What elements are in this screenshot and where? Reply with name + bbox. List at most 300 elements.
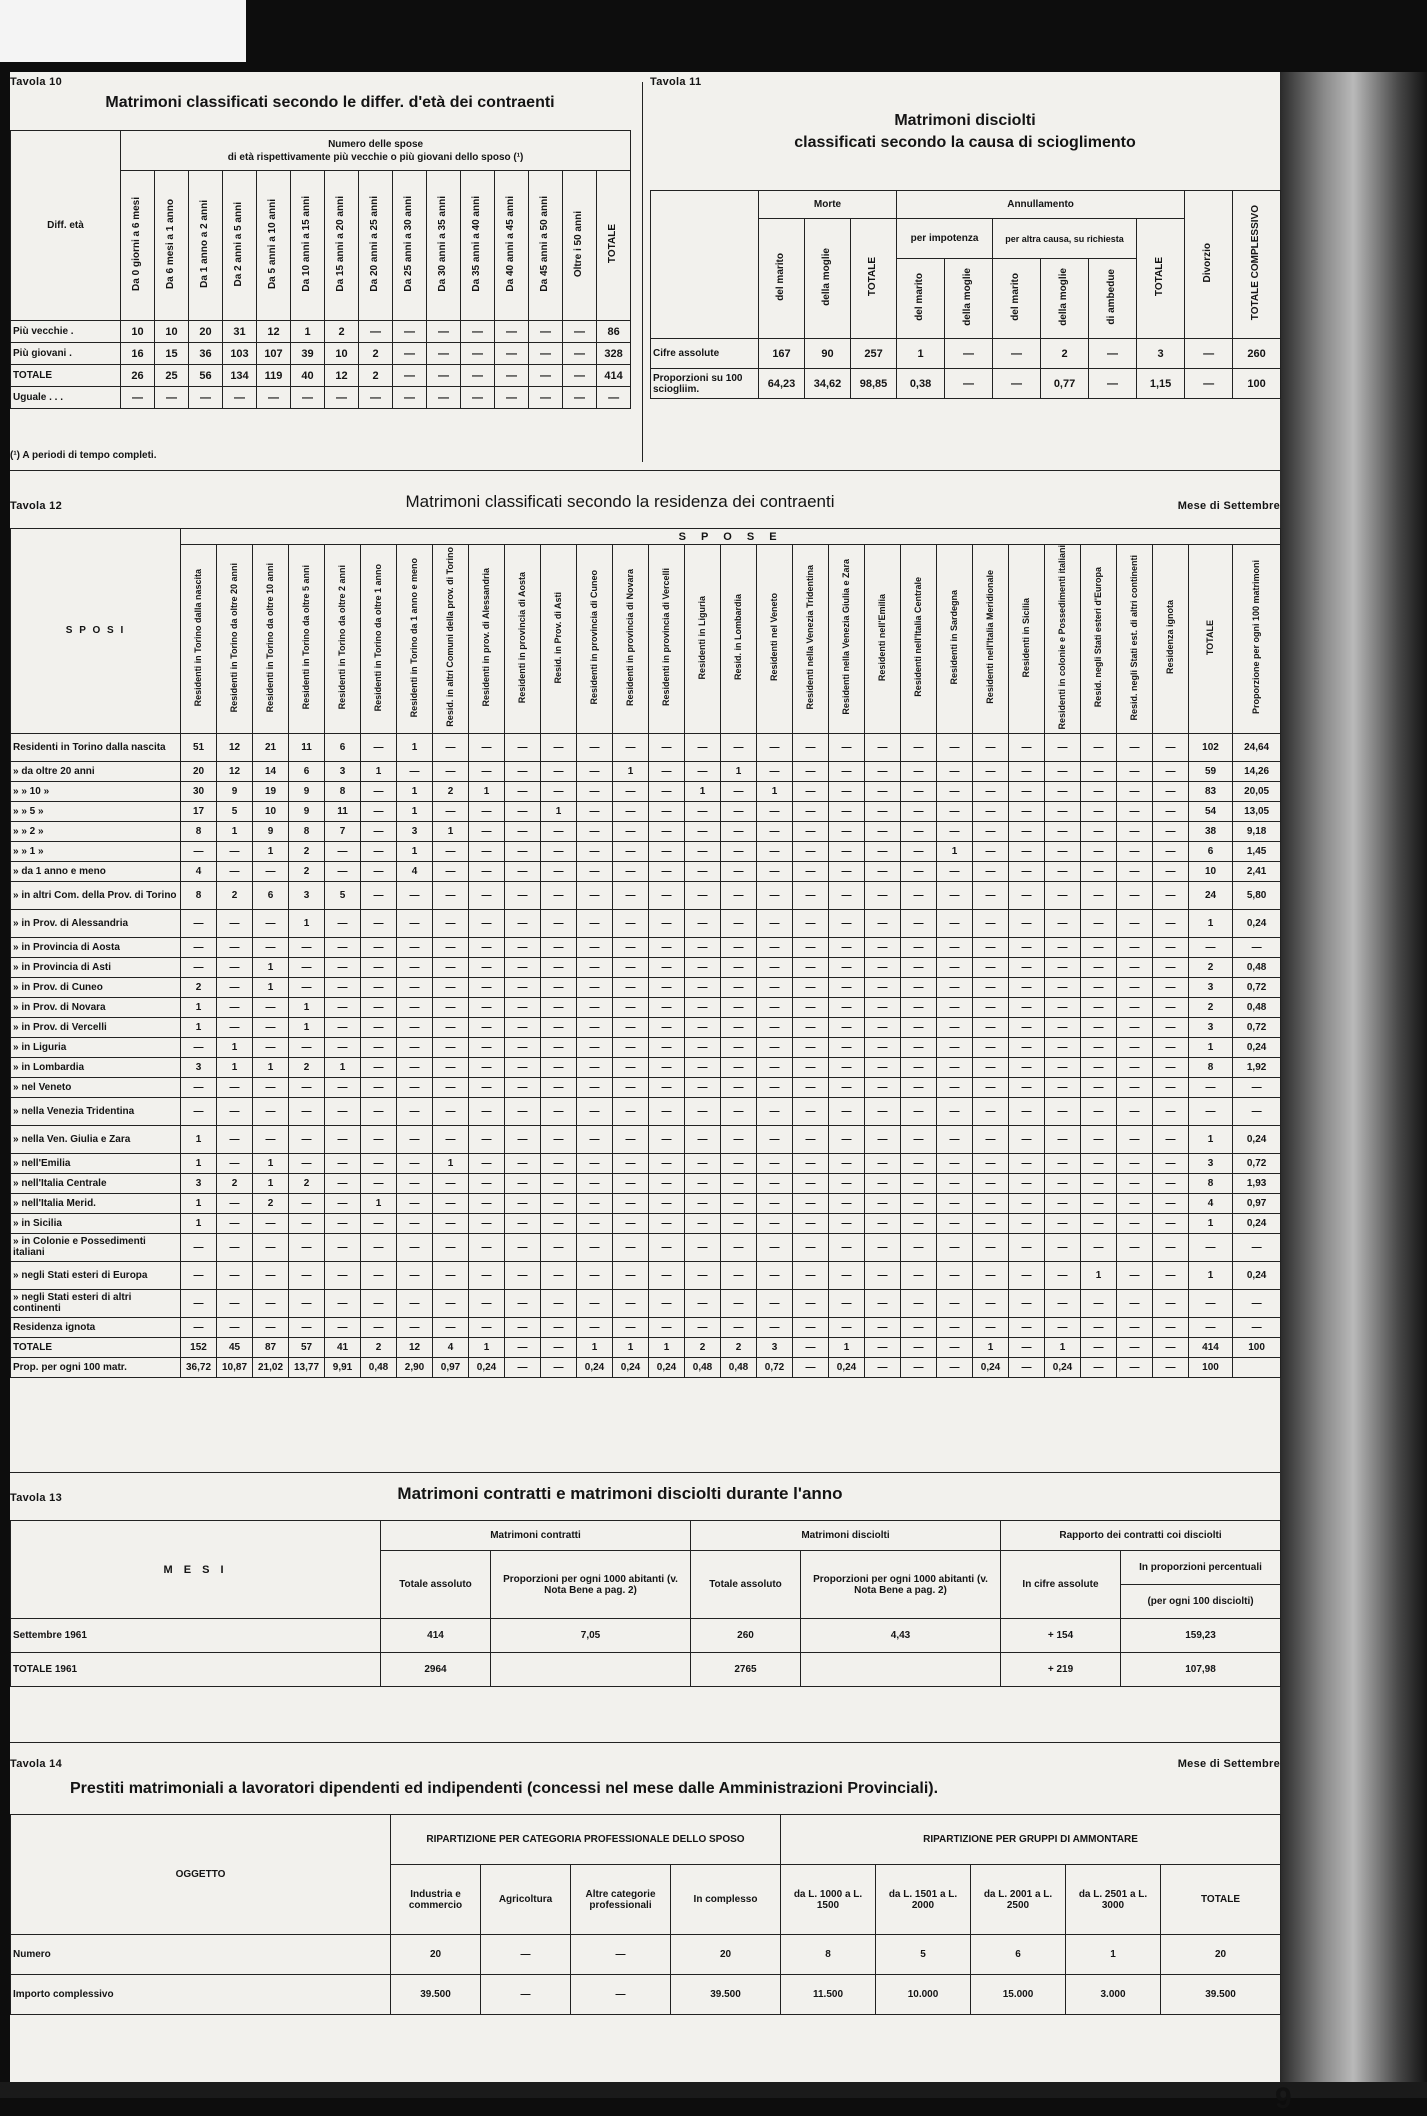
table-cell: —: [1153, 1097, 1189, 1125]
table-cell: —: [289, 1097, 325, 1125]
table-cell: —: [721, 1153, 757, 1173]
table-cell: 1: [361, 1193, 397, 1213]
table-row: [11, 801, 1281, 821]
table-cell: —: [505, 937, 541, 957]
t10-col-header: TOTALE: [597, 171, 631, 321]
table-cell: 13,05: [1233, 801, 1281, 821]
t12-col-header: Residenti in provincia di Aosta: [505, 545, 541, 734]
table-cell: —: [1189, 1317, 1233, 1337]
table-cell: 1: [181, 1193, 217, 1213]
table-cell: 1: [1189, 1125, 1233, 1153]
table-cell: —: [505, 1289, 541, 1317]
table-cell: —: [937, 1317, 973, 1337]
table-row: [651, 339, 1281, 369]
table-cell: —: [829, 1097, 865, 1125]
table-cell: 54: [1189, 801, 1233, 821]
table-cell: —: [577, 1173, 613, 1193]
t11-title-l2: classificati secondo la causa di scioglimento: [794, 134, 1136, 151]
table-cell: —: [793, 881, 829, 909]
table-cell: —: [1009, 1097, 1045, 1125]
table-cell: —: [973, 1193, 1009, 1213]
table-cell: —: [973, 937, 1009, 957]
table-cell: 15.000: [971, 1975, 1066, 2015]
table-cell: —: [793, 1289, 829, 1317]
table-cell: —: [495, 343, 529, 365]
table-cell: 1,92: [1233, 1057, 1281, 1077]
table-cell: —: [685, 977, 721, 997]
table-cell: —: [721, 1261, 757, 1289]
table-cell: 0,48: [685, 1357, 721, 1377]
table-cell: —: [325, 1233, 361, 1261]
table-cell: 39.500: [671, 1975, 781, 2015]
table-row: [11, 365, 631, 387]
row-label: » da oltre 20 anni: [11, 761, 181, 781]
table-cell: —: [1117, 957, 1153, 977]
table-cell: —: [973, 977, 1009, 997]
table-cell: —: [361, 781, 397, 801]
table-cell: —: [937, 1017, 973, 1037]
table-row: [11, 1153, 1281, 1173]
table-cell: —: [505, 1077, 541, 1097]
table-cell: —: [1081, 1289, 1117, 1317]
t12-col-header: Residenti in Torino da oltre 20 anni: [217, 545, 253, 734]
table-row: [11, 1037, 1281, 1057]
table-cell: —: [793, 761, 829, 781]
table-cell: 1: [181, 1125, 217, 1153]
table-cell: —: [757, 1261, 793, 1289]
table-row: [11, 1619, 1281, 1653]
table-cell: —: [571, 1935, 671, 1975]
table-cell: 100: [1189, 1357, 1233, 1377]
table-cell: —: [217, 909, 253, 937]
table-cell: —: [541, 861, 577, 881]
table-cell: 2: [253, 1193, 289, 1213]
table-cell: 1: [829, 1337, 865, 1357]
table-cell: 45: [217, 1337, 253, 1357]
table-cell: —: [495, 321, 529, 343]
table-cell: 2: [289, 1173, 325, 1193]
table-cell: —: [469, 957, 505, 977]
table-cell: —: [1081, 1357, 1117, 1377]
table-cell: 51: [181, 733, 217, 761]
table-cell: —: [1009, 1153, 1045, 1173]
table-cell: —: [793, 841, 829, 861]
row-label: Residenza ignota: [11, 1317, 181, 1337]
table-cell: —: [1117, 841, 1153, 861]
table-cell: —: [361, 957, 397, 977]
table-cell: —: [937, 733, 973, 761]
table-cell: —: [1045, 997, 1081, 1017]
document-page: [10, 72, 1292, 2115]
table-cell: —: [597, 387, 631, 409]
table-cell: —: [1009, 1193, 1045, 1213]
table-cell: —: [685, 1057, 721, 1077]
table-cell: 152: [181, 1337, 217, 1357]
table-row: [11, 861, 1281, 881]
table-cell: 1: [1189, 1037, 1233, 1057]
table-cell: 1: [181, 1017, 217, 1037]
table-cell: —: [541, 1233, 577, 1261]
t10-footnote: (¹) A periodi di tempo completi.: [10, 450, 157, 461]
table-cell: —: [613, 1289, 649, 1317]
t13-label: Tavola 13: [10, 1492, 63, 1504]
table-cell: —: [649, 1153, 685, 1173]
table-cell: —: [721, 861, 757, 881]
table-cell: —: [1009, 1125, 1045, 1153]
row-label: » in Prov. di Vercelli: [11, 1017, 181, 1037]
table-cell: —: [1117, 1153, 1153, 1173]
table-cell: 14,26: [1233, 761, 1281, 781]
table-cell: —: [973, 1097, 1009, 1125]
t10-col-header: Da 1 anno a 2 anni: [189, 171, 223, 321]
t14-col-header: Altre categorie professionali: [571, 1865, 671, 1935]
table-cell: —: [289, 1289, 325, 1317]
table-cell: —: [793, 861, 829, 881]
table-cell: —: [721, 997, 757, 1017]
table-cell: 100: [1233, 1337, 1281, 1357]
table-cell: —: [1081, 937, 1117, 957]
table-cell: —: [865, 1125, 901, 1153]
table-cell: 39.500: [391, 1975, 481, 2015]
t10-col-header: Da 5 anni a 10 anni: [257, 171, 291, 321]
table-cell: —: [1009, 1289, 1045, 1317]
row-label: » nell'Italia Centrale: [11, 1173, 181, 1193]
table-cell: —: [1117, 801, 1153, 821]
table-cell: —: [361, 937, 397, 957]
table-cell: —: [325, 861, 361, 881]
table-cell: —: [397, 1097, 433, 1125]
table-cell: —: [973, 1125, 1009, 1153]
table-cell: —: [541, 909, 577, 937]
table-cell: —: [397, 1261, 433, 1289]
table-cell: —: [613, 1261, 649, 1289]
table-cell: 0,48: [721, 1357, 757, 1377]
table-cell: —: [945, 339, 993, 369]
table-row: [11, 1017, 1281, 1037]
table-cell: —: [361, 1173, 397, 1193]
table-cell: —: [217, 1193, 253, 1213]
row-label: Proporzioni su 100 sciogliim.: [651, 369, 759, 399]
table-cell: 8: [289, 821, 325, 841]
table-cell: 90: [805, 339, 851, 369]
row-label: Prop. per ogni 100 matr.: [11, 1357, 181, 1377]
table-cell: 1: [433, 1153, 469, 1173]
table-cell: 10.000: [876, 1975, 971, 2015]
table-cell: [801, 1653, 1001, 1687]
table-cell: —: [1185, 339, 1233, 369]
table-cell: 4: [397, 861, 433, 881]
table-cell: —: [901, 1289, 937, 1317]
table-cell: —: [325, 977, 361, 997]
table-cell: —: [757, 881, 793, 909]
table-cell: —: [1153, 1357, 1189, 1377]
t11-col-della-moglie: della moglie: [805, 219, 851, 339]
row-label: » nell'Italia Merid.: [11, 1193, 181, 1213]
row-label: Più vecchie .: [11, 321, 121, 343]
table-cell: —: [1045, 1037, 1081, 1057]
table-cell: —: [325, 997, 361, 1017]
t12-col-header: Residenti in Torino da oltre 1 anno: [361, 545, 397, 734]
table-cell: —: [289, 1213, 325, 1233]
table-cell: —: [577, 733, 613, 761]
table-cell: —: [1117, 1317, 1153, 1337]
table-cell: —: [793, 1337, 829, 1357]
table-cell: 159,23: [1121, 1619, 1281, 1653]
page-right-edge-shadow: [1280, 72, 1427, 2098]
t11-body: [651, 339, 1281, 399]
table-cell: 21: [253, 733, 289, 761]
table-cell: —: [757, 761, 793, 781]
table-cell: —: [577, 1057, 613, 1077]
table-cell: —: [613, 997, 649, 1017]
table-cell: 1: [217, 821, 253, 841]
table-cell: —: [721, 733, 757, 761]
table-cell: —: [829, 937, 865, 957]
table-cell: 98,85: [851, 369, 897, 399]
table-cell: —: [1089, 339, 1137, 369]
table-cell: 12: [257, 321, 291, 343]
table-cell: —: [865, 781, 901, 801]
row-label: » negli Stati esteri di altri continenti: [11, 1289, 181, 1317]
table-cell: —: [685, 1153, 721, 1173]
t13-rapporto-header: Rapporto dei contratti coi disciolti: [1001, 1521, 1281, 1551]
table-cell: —: [937, 1337, 973, 1357]
table-cell: —: [217, 937, 253, 957]
table-cell: 64,23: [759, 369, 805, 399]
table-cell: 119: [257, 365, 291, 387]
table-cell: —: [481, 1935, 571, 1975]
table-cell: —: [1117, 1097, 1153, 1125]
table-cell: —: [793, 1153, 829, 1173]
table-cell: —: [217, 1153, 253, 1173]
table-cell: —: [433, 1097, 469, 1125]
table-cell: —: [973, 1317, 1009, 1337]
table-cell: —: [829, 977, 865, 997]
table-cell: —: [253, 861, 289, 881]
table-cell: —: [649, 1057, 685, 1077]
table-cell: —: [217, 977, 253, 997]
table-cell: —: [721, 1017, 757, 1037]
row-label: TOTALE: [11, 365, 121, 387]
table-cell: 8: [781, 1935, 876, 1975]
row-label: » » 10 »: [11, 781, 181, 801]
table-cell: —: [1081, 733, 1117, 761]
table-cell: —: [649, 1289, 685, 1317]
table-cell: —: [1153, 977, 1189, 997]
table-cell: —: [1153, 733, 1189, 761]
t10-col-header: Da 10 anni a 15 anni: [291, 171, 325, 321]
table-cell: —: [1117, 1261, 1153, 1289]
t12-col-header: Residenti in colonie e Possedimenti italiani: [1045, 545, 1081, 734]
table-row: [11, 321, 631, 343]
table-cell: —: [829, 1017, 865, 1037]
t12-sposi-header: S P O S I: [11, 529, 181, 734]
t14-title: Prestiti matrimoniali a lavoratori dipendenti ed indipendenti (concessi nel mese dalle Amministrazioni Provinciali).: [70, 1780, 939, 1797]
table-cell: —: [757, 977, 793, 997]
table-cell: —: [505, 861, 541, 881]
row-label: » in altri Com. della Prov. di Torino: [11, 881, 181, 909]
table-cell: —: [1233, 1317, 1281, 1337]
table-cell: —: [1045, 841, 1081, 861]
table-cell: 3: [1189, 1017, 1233, 1037]
table-cell: —: [505, 957, 541, 977]
table-cell: —: [685, 1213, 721, 1233]
table-cell: 260: [691, 1619, 801, 1653]
t10-col-header: Da 40 anni a 45 anni: [495, 171, 529, 321]
row-label: » nell'Emilia: [11, 1153, 181, 1173]
table-cell: —: [1117, 1233, 1153, 1261]
table-cell: —: [793, 781, 829, 801]
table-cell: —: [649, 881, 685, 909]
table-cell: —: [325, 1173, 361, 1193]
table-row: [11, 1125, 1281, 1153]
table-cell: 414: [597, 365, 631, 387]
table-cell: —: [1117, 1017, 1153, 1037]
row-label: » in Provincia di Aosta: [11, 937, 181, 957]
table-cell: —: [1117, 1037, 1153, 1057]
table-cell: —: [973, 1213, 1009, 1233]
table-cell: —: [1009, 881, 1045, 909]
table-cell: 1: [289, 997, 325, 1017]
table-cell: —: [505, 781, 541, 801]
table-cell: —: [613, 1037, 649, 1057]
table-cell: 4: [433, 1337, 469, 1357]
t12-col-header: Residenti nella Venezia Giulia e Zara: [829, 545, 865, 734]
table-cell: —: [361, 1233, 397, 1261]
t10-col-header: Da 20 anni a 25 anni: [359, 171, 393, 321]
table-cell: —: [289, 1317, 325, 1337]
table-cell: 39.500: [1161, 1975, 1281, 2015]
table-cell: —: [937, 1173, 973, 1193]
row-label: » » 2 »: [11, 821, 181, 841]
table-cell: —: [217, 997, 253, 1017]
table-cell: —: [865, 1261, 901, 1289]
table-cell: —: [1081, 1057, 1117, 1077]
table-cell: 1: [897, 339, 945, 369]
table-cell: —: [505, 1097, 541, 1125]
table-cell: —: [937, 1057, 973, 1077]
table-cell: —: [181, 909, 217, 937]
table-cell: —: [397, 997, 433, 1017]
table-cell: —: [397, 909, 433, 937]
table-cell: —: [1153, 781, 1189, 801]
table-cell: 2: [359, 343, 393, 365]
table-cell: 20: [391, 1935, 481, 1975]
table-cell: —: [397, 1153, 433, 1173]
table-cell: 3: [325, 761, 361, 781]
table-cell: —: [361, 1213, 397, 1233]
table-cell: —: [563, 321, 597, 343]
table-cell: —: [253, 1289, 289, 1317]
table-cell: 1: [1081, 1261, 1117, 1289]
table-cell: —: [289, 1153, 325, 1173]
table-cell: 1: [253, 1057, 289, 1077]
table-cell: —: [505, 1213, 541, 1233]
table-cell: 9: [289, 801, 325, 821]
table-cell: 1: [685, 781, 721, 801]
row-label: TOTALE 1961: [11, 1653, 381, 1687]
table-row: [11, 997, 1281, 1017]
table-cell: —: [1009, 1337, 1045, 1357]
table-cell: —: [505, 801, 541, 821]
table-cell: —: [973, 781, 1009, 801]
table-cell: —: [217, 1017, 253, 1037]
table-cell: —: [1045, 909, 1081, 937]
t12-col-header: Residenti in provincia di Novara: [613, 545, 649, 734]
table-cell: —: [685, 1261, 721, 1289]
table-cell: 2: [685, 1337, 721, 1357]
table-cell: —: [865, 841, 901, 861]
table-cell: —: [793, 821, 829, 841]
table-cell: 102: [1189, 733, 1233, 761]
t12-col-header: Residenti in Torino dalla nascita: [181, 545, 217, 734]
t14-col-header: In complesso: [671, 1865, 781, 1935]
table-cell: —: [829, 1125, 865, 1153]
table-cell: —: [901, 1153, 937, 1173]
table-cell: —: [901, 997, 937, 1017]
table-cell: 260: [1233, 339, 1281, 369]
table-cell: —: [1153, 1153, 1189, 1173]
t14-rip-gruppi-header: RIPARTIZIONE PER GRUPPI DI AMMONTARE: [781, 1815, 1281, 1865]
table-cell: —: [563, 365, 597, 387]
table-cell: 1: [253, 957, 289, 977]
table-cell: —: [901, 801, 937, 821]
t13-disciolti-header: Matrimoni disciolti: [691, 1521, 1001, 1551]
table-cell: —: [865, 937, 901, 957]
table-cell: —: [1081, 977, 1117, 997]
table-cell: —: [469, 1261, 505, 1289]
table-cell: —: [1089, 369, 1137, 399]
table-cell: —: [541, 1317, 577, 1337]
t11-col-alt-moglie: della moglie: [1041, 259, 1089, 339]
table-cell: —: [1153, 821, 1189, 841]
table-cell: —: [721, 1233, 757, 1261]
table-cell: —: [1081, 781, 1117, 801]
table-cell: —: [1117, 1125, 1153, 1153]
table-cell: —: [155, 387, 189, 409]
table-cell: —: [397, 957, 433, 977]
table-cell: —: [865, 1037, 901, 1057]
table-cell: —: [865, 1193, 901, 1213]
table-row: [11, 761, 1281, 781]
table-cell: —: [361, 1261, 397, 1289]
table-cell: 16: [121, 343, 155, 365]
table-cell: 86: [597, 321, 631, 343]
row-label: » nel Veneto: [11, 1077, 181, 1097]
table-cell: 1,93: [1233, 1173, 1281, 1193]
table-cell: —: [973, 1057, 1009, 1077]
table-cell: —: [1153, 1213, 1189, 1233]
table-cell: —: [1009, 909, 1045, 937]
table-cell: —: [563, 343, 597, 365]
table-cell: —: [829, 1153, 865, 1173]
table-cell: —: [361, 1017, 397, 1037]
row-label: TOTALE: [11, 1337, 181, 1357]
table-cell: 4: [1189, 1193, 1233, 1213]
t13-contratti-header: Matrimoni contratti: [381, 1521, 691, 1551]
table-cell: —: [865, 1337, 901, 1357]
table-cell: —: [433, 1037, 469, 1057]
table-cell: —: [1153, 1125, 1189, 1153]
table-cell: 0,48: [1233, 997, 1281, 1017]
t12-label: Tavola 12: [10, 500, 63, 512]
table-cell: —: [757, 909, 793, 937]
t14-rip-cat-header: RIPARTIZIONE PER CATEGORIA PROFESSIONALE DELLO SPOSO: [391, 1815, 781, 1865]
t12-col-header: Residenti in Sardegna: [937, 545, 973, 734]
table-cell: —: [865, 1173, 901, 1193]
table-cell: —: [433, 1233, 469, 1261]
table-cell: —: [937, 881, 973, 909]
